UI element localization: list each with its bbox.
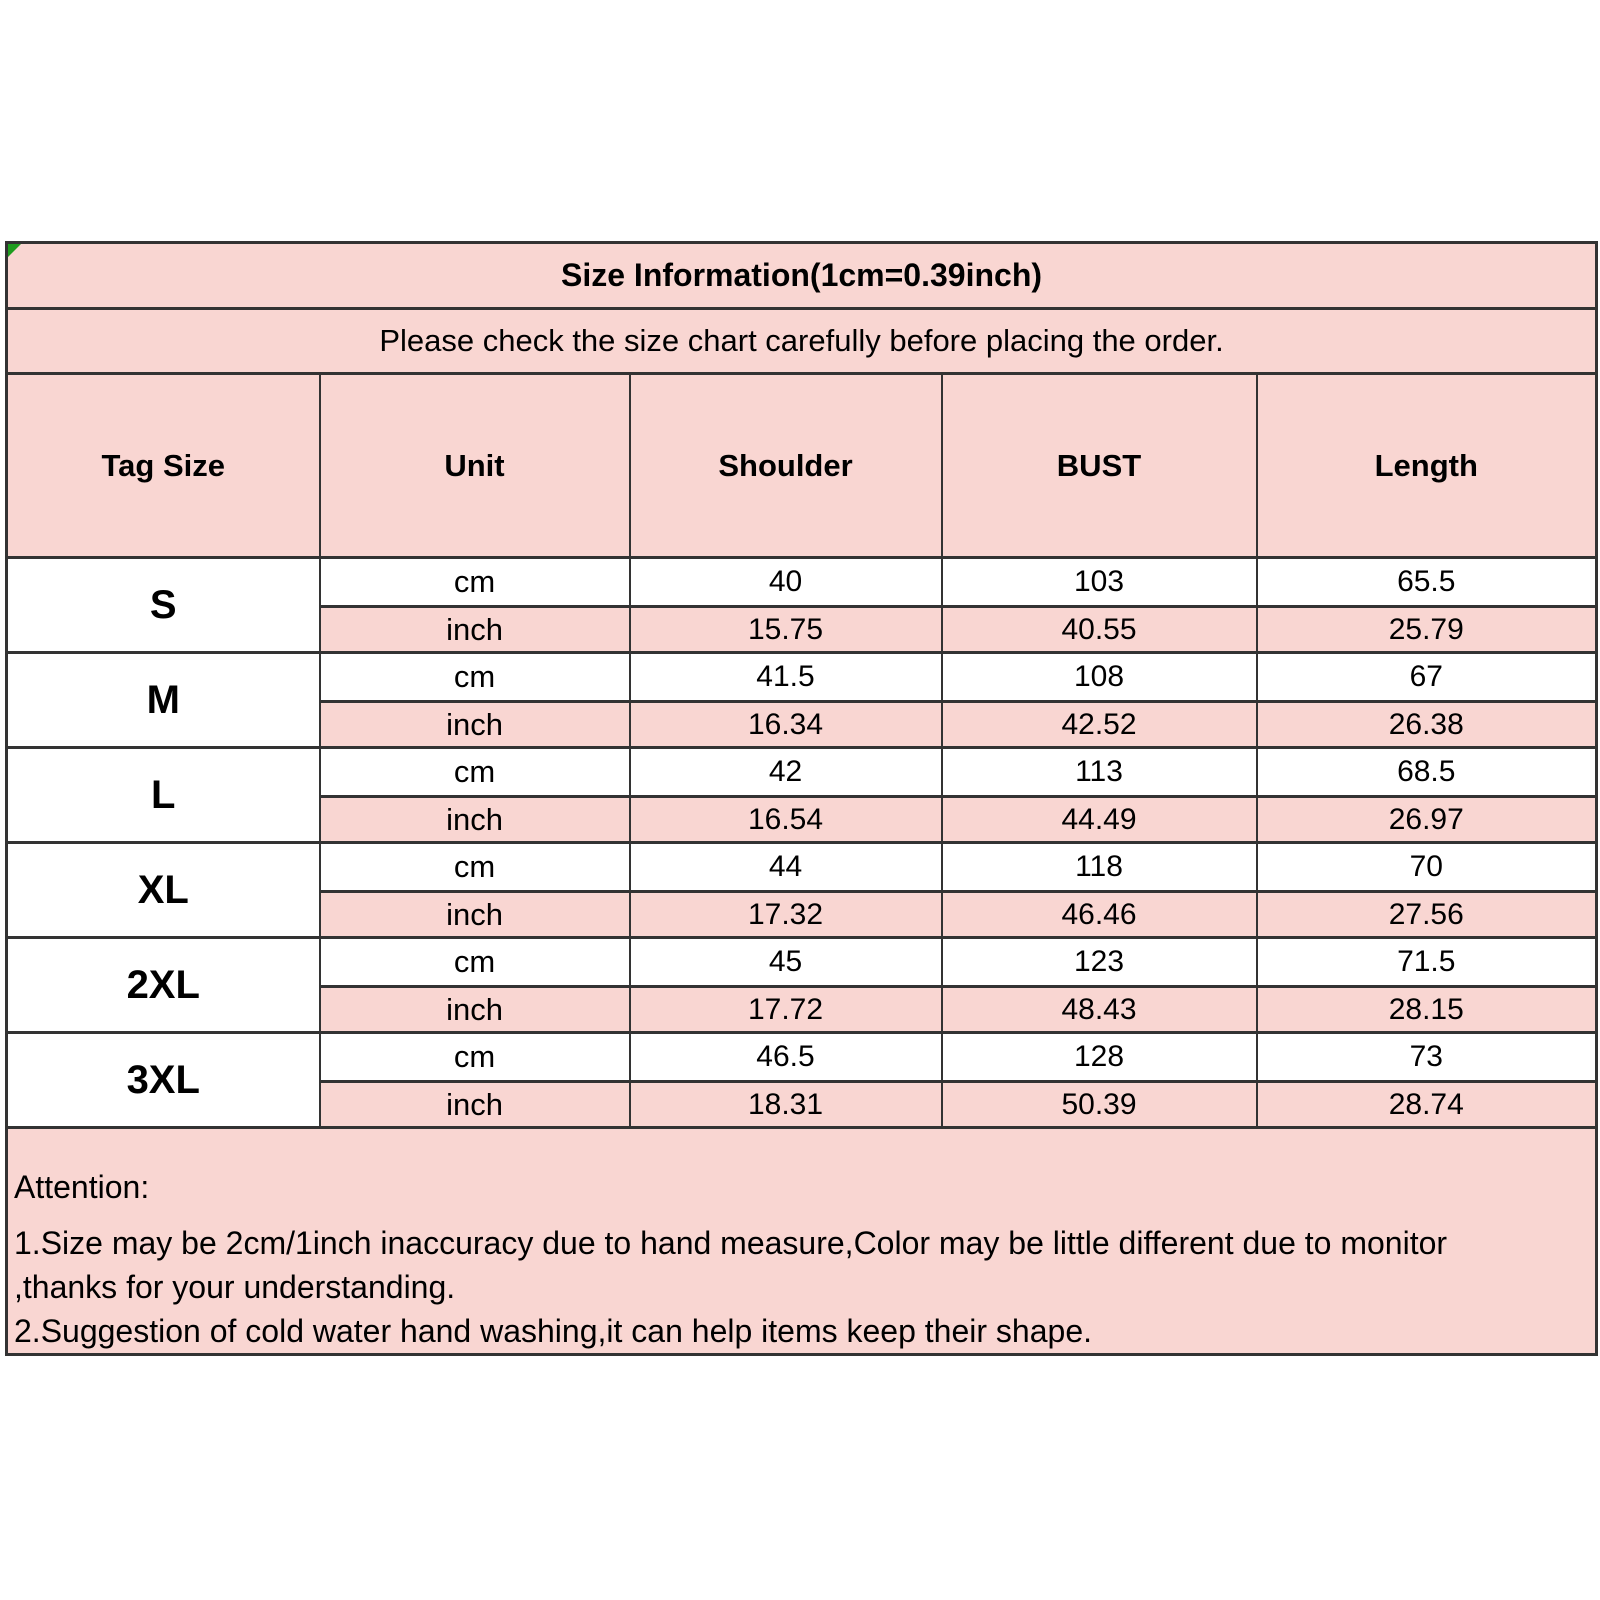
col-header-unit: Unit [320, 374, 630, 558]
attention-heading: Attention: [14, 1169, 150, 1205]
size-chart-title: Size Information(1cm=0.39inch) [7, 243, 1597, 309]
tag-size-cell: S [7, 558, 320, 653]
tag-size-cell: M [7, 653, 320, 748]
col-header-tag-size: Tag Size [7, 374, 320, 558]
length-value-cell: 71.5 [1257, 938, 1597, 987]
size-chart-table [5, 241, 1598, 1356]
col-header-bust: BUST [942, 374, 1257, 558]
unit-label-cell: inch [320, 987, 630, 1033]
length-value-cell: 68.5 [1257, 748, 1597, 797]
length-value-cell: 73 [1257, 1033, 1597, 1082]
size-row-2xl-cm [7, 938, 1597, 987]
column-header-row [7, 374, 1597, 558]
unit-label-cell: inch [320, 1082, 630, 1128]
shoulder-value-cell: 44 [630, 843, 942, 892]
shoulder-value-cell: 17.32 [630, 892, 942, 938]
length-value-cell: 28.15 [1257, 987, 1597, 1033]
shoulder-value-cell: 41.5 [630, 653, 942, 702]
title-row [7, 243, 1597, 309]
length-value-cell: 28.74 [1257, 1082, 1597, 1128]
col-header-length: Length [1257, 374, 1597, 558]
size-row-m-cm [7, 653, 1597, 702]
shoulder-value-cell: 42 [630, 748, 942, 797]
attention-row [7, 1128, 1597, 1355]
bust-value-cell: 50.39 [942, 1082, 1257, 1128]
bust-value-cell: 44.49 [942, 797, 1257, 843]
tag-size-cell: 2XL [7, 938, 320, 1033]
shoulder-value-cell: 46.5 [630, 1033, 942, 1082]
unit-label-cell: inch [320, 797, 630, 843]
unit-label-cell: cm [320, 938, 630, 987]
shoulder-value-cell: 17.72 [630, 987, 942, 1033]
bust-value-cell: 103 [942, 558, 1257, 607]
size-row-3xl-cm [7, 1033, 1597, 1082]
tag-size-cell: XL [7, 843, 320, 938]
length-value-cell: 25.79 [1257, 607, 1597, 653]
shoulder-value-cell: 18.31 [630, 1082, 942, 1128]
size-row-l-cm [7, 748, 1597, 797]
tag-size-cell: L [7, 748, 320, 843]
length-value-cell: 26.97 [1257, 797, 1597, 843]
col-header-shoulder: Shoulder [630, 374, 942, 558]
length-value-cell: 67 [1257, 653, 1597, 702]
size-chart-notice: Please check the size chart carefully before placing the order. [7, 309, 1597, 374]
unit-label-cell: cm [320, 653, 630, 702]
unit-label-cell: cm [320, 748, 630, 797]
tag-size-cell: 3XL [7, 1033, 320, 1128]
shoulder-value-cell: 16.54 [630, 797, 942, 843]
length-value-cell: 26.38 [1257, 702, 1597, 748]
unit-label-cell: inch [320, 607, 630, 653]
shoulder-value-cell: 40 [630, 558, 942, 607]
bust-value-cell: 46.46 [942, 892, 1257, 938]
length-value-cell: 65.5 [1257, 558, 1597, 607]
size-row-s-cm [7, 558, 1597, 607]
bust-value-cell: 42.52 [942, 702, 1257, 748]
bust-value-cell: 108 [942, 653, 1257, 702]
length-value-cell: 27.56 [1257, 892, 1597, 938]
bust-value-cell: 113 [942, 748, 1257, 797]
unit-label-cell: cm [320, 558, 630, 607]
size-row-xl-cm [7, 843, 1597, 892]
attention-line-3: 2.Suggestion of cold water hand washing,it can help items keep their shape. [14, 1313, 1092, 1349]
shoulder-value-cell: 16.34 [630, 702, 942, 748]
bust-value-cell: 128 [942, 1033, 1257, 1082]
green-triangle-icon [8, 244, 21, 257]
attention-line-1: 1.Size may be 2cm/1inch inaccuracy due to hand measure,Color may be little different due to monitor [14, 1225, 1448, 1261]
shoulder-value-cell: 45 [630, 938, 942, 987]
bust-value-cell: 48.43 [942, 987, 1257, 1033]
bust-value-cell: 40.55 [942, 607, 1257, 653]
unit-label-cell: inch [320, 702, 630, 748]
subtitle-row [7, 309, 1597, 374]
length-value-cell: 70 [1257, 843, 1597, 892]
bust-value-cell: 118 [942, 843, 1257, 892]
shoulder-value-cell: 15.75 [630, 607, 942, 653]
unit-label-cell: cm [320, 843, 630, 892]
size-chart [5, 241, 1595, 1356]
bust-value-cell: 123 [942, 938, 1257, 987]
attention-note [7, 1128, 1597, 1355]
attention-line-2: ,thanks for your understanding. [14, 1269, 456, 1305]
unit-label-cell: cm [320, 1033, 630, 1082]
unit-label-cell: inch [320, 892, 630, 938]
